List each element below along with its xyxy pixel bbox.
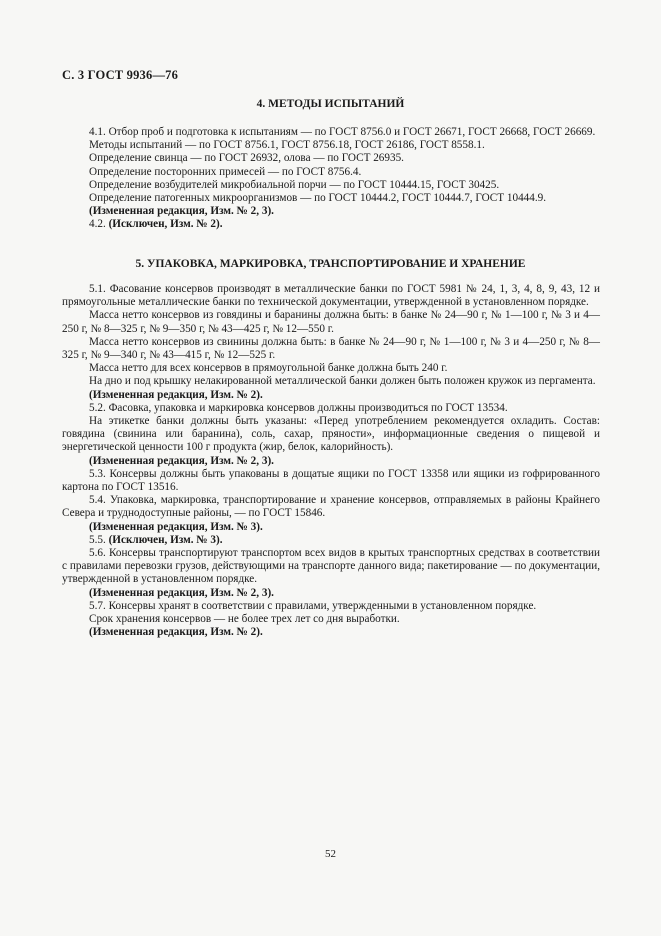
paragraph-5-2: 5.2. Фасовка, упаковка и маркировка консервов должны производиться по ГОСТ 13534. [89, 401, 508, 414]
amendment-note: (Измененная редакция, Изм. № 2, 3). [89, 454, 274, 467]
paragraph-5-5 [62, 534, 600, 547]
amendment-note: (Измененная редакция, Изм. № 3). [89, 520, 263, 533]
paragraph-5-1: 5.1. Фасование консервов производят в металлические банки по ГОСТ 5981 № 24, 1, 3, 4, 8, 9, 43, 12 и прямоугольные металлические банки по технической документации, утвержденной в установленном порядке. [62, 283, 600, 309]
amendment-note: (Измененная редакция, Изм. № 2). [89, 626, 263, 639]
exclusion-note: (Исключен, Изм. № 3). [108, 533, 223, 546]
amendment-note: (Измененная редакция, Изм. № 2, 3). [89, 205, 274, 218]
page-header: С. 3 ГОСТ 9936—76 [62, 68, 179, 82]
amendment-note: (Измененная редакция, Изм. № 2). [89, 388, 263, 401]
paragraph-label: На этикетке банки должны быть указаны: «Перед употреблением рекомендуется охладить. Состав: говядина (свинина или баранина), соль, сахар, пряности», информационные сведения о пищевой и энергетической ценности 100 г продукта (жир, белок, калорийность). [62, 415, 600, 454]
paragraph-5-7: 5.7. Консервы хранят в соответствии с правилами, утвержденными в установленном порядке. [89, 599, 537, 612]
section-4-body [62, 126, 600, 232]
paragraph-shelf-life: Срок хранения консервов — не более трех лет со дня выработки. [89, 613, 400, 626]
paragraph-test-methods: Методы испытаний — по ГОСТ 8756.1, ГОСТ 8756.18, ГОСТ 26186, ГОСТ 8558.1. [89, 139, 485, 152]
paragraph-5-3: 5.3. Консервы должны быть упакованы в дощатые ящики по ГОСТ 13358 или ящики из гофрированного картона по ГОСТ 13516. [62, 467, 600, 494]
paragraph-pathogens: Определение патогенных микроорганизмов — по ГОСТ 10444.2, ГОСТ 10444.7, ГОСТ 10444.9. [89, 192, 547, 205]
paragraph-spoilage: Определение возбудителей микробиальной порчи — по ГОСТ 10444.15, ГОСТ 30425. [89, 178, 500, 191]
paragraph-lead-tin: Определение свинца — по ГОСТ 26932, олова — по ГОСТ 26935. [89, 152, 404, 165]
amendment-note: (Измененная редакция, Изм. № 2, 3). [89, 586, 274, 599]
paragraph-4-1: 4.1. Отбор проб и подготовка к испытаниям — по ГОСТ 8756.0 и ГОСТ 26671, ГОСТ 26668, ГОСТ 26669. [89, 126, 596, 138]
page-number: 52 [325, 848, 336, 860]
paragraph-impurities: Определение посторонних примесей — по ГОСТ 8756.4. [89, 165, 362, 178]
paragraph-parchment: На дно и под крышку нелакированной металлической банки должен быть положен кружок из пергамента. [89, 375, 596, 388]
section-4-title: 4. МЕТОДЫ ИСПЫТАНИЙ [256, 98, 405, 110]
clause-number: 4.2. [89, 218, 109, 231]
exclusion-note: (Исключен, Изм. № 2). [108, 218, 223, 231]
paragraph-5-4: 5.4. Упаковка, маркировка, транспортирование и хранение консервов, отправляемых в районы Крайнего Севера и труднодоступные районы, — по ГОСТ 15846. [62, 494, 600, 520]
paragraph-mass-beef: Масса нетто консервов из говядины и баранины должна быть: в банке № 24—90 г, № 1—100 г, № 3 и 4—250 г, № 8—325 г, № 9—350 г, № 43—425 г, № 12—550 г. [62, 309, 600, 335]
section-5-title: 5. УПАКОВКА, МАРКИРОВКА, ТРАНСПОРТИРОВАНИЕ И ХРАНЕНИЕ [135, 258, 526, 270]
paragraph-5-6: 5.6. Консервы транспортируют транспортом всех видов в крытых транспортных средствах в соответствии с правилами перевозки грузов, действующими на транспорте данного вида; пакетирование — по документации, утвержденной в установленном порядке. [62, 547, 600, 586]
paragraph-4-2 [62, 218, 600, 231]
section-5-body [62, 283, 600, 639]
paragraph-mass-rectangular: Масса нетто для всех консервов в прямоугольной банке должна быть 240 г. [89, 362, 448, 375]
paragraph-mass-pork: Масса нетто консервов из свинины должна быть: в банке № 24—90 г, № 1—100 г, № 3 и 4—250 г, № 8—325 г, № 9—340 г, № 43—415 г, № 12—525 г. [62, 335, 600, 362]
clause-number: 5.5. [89, 533, 109, 546]
